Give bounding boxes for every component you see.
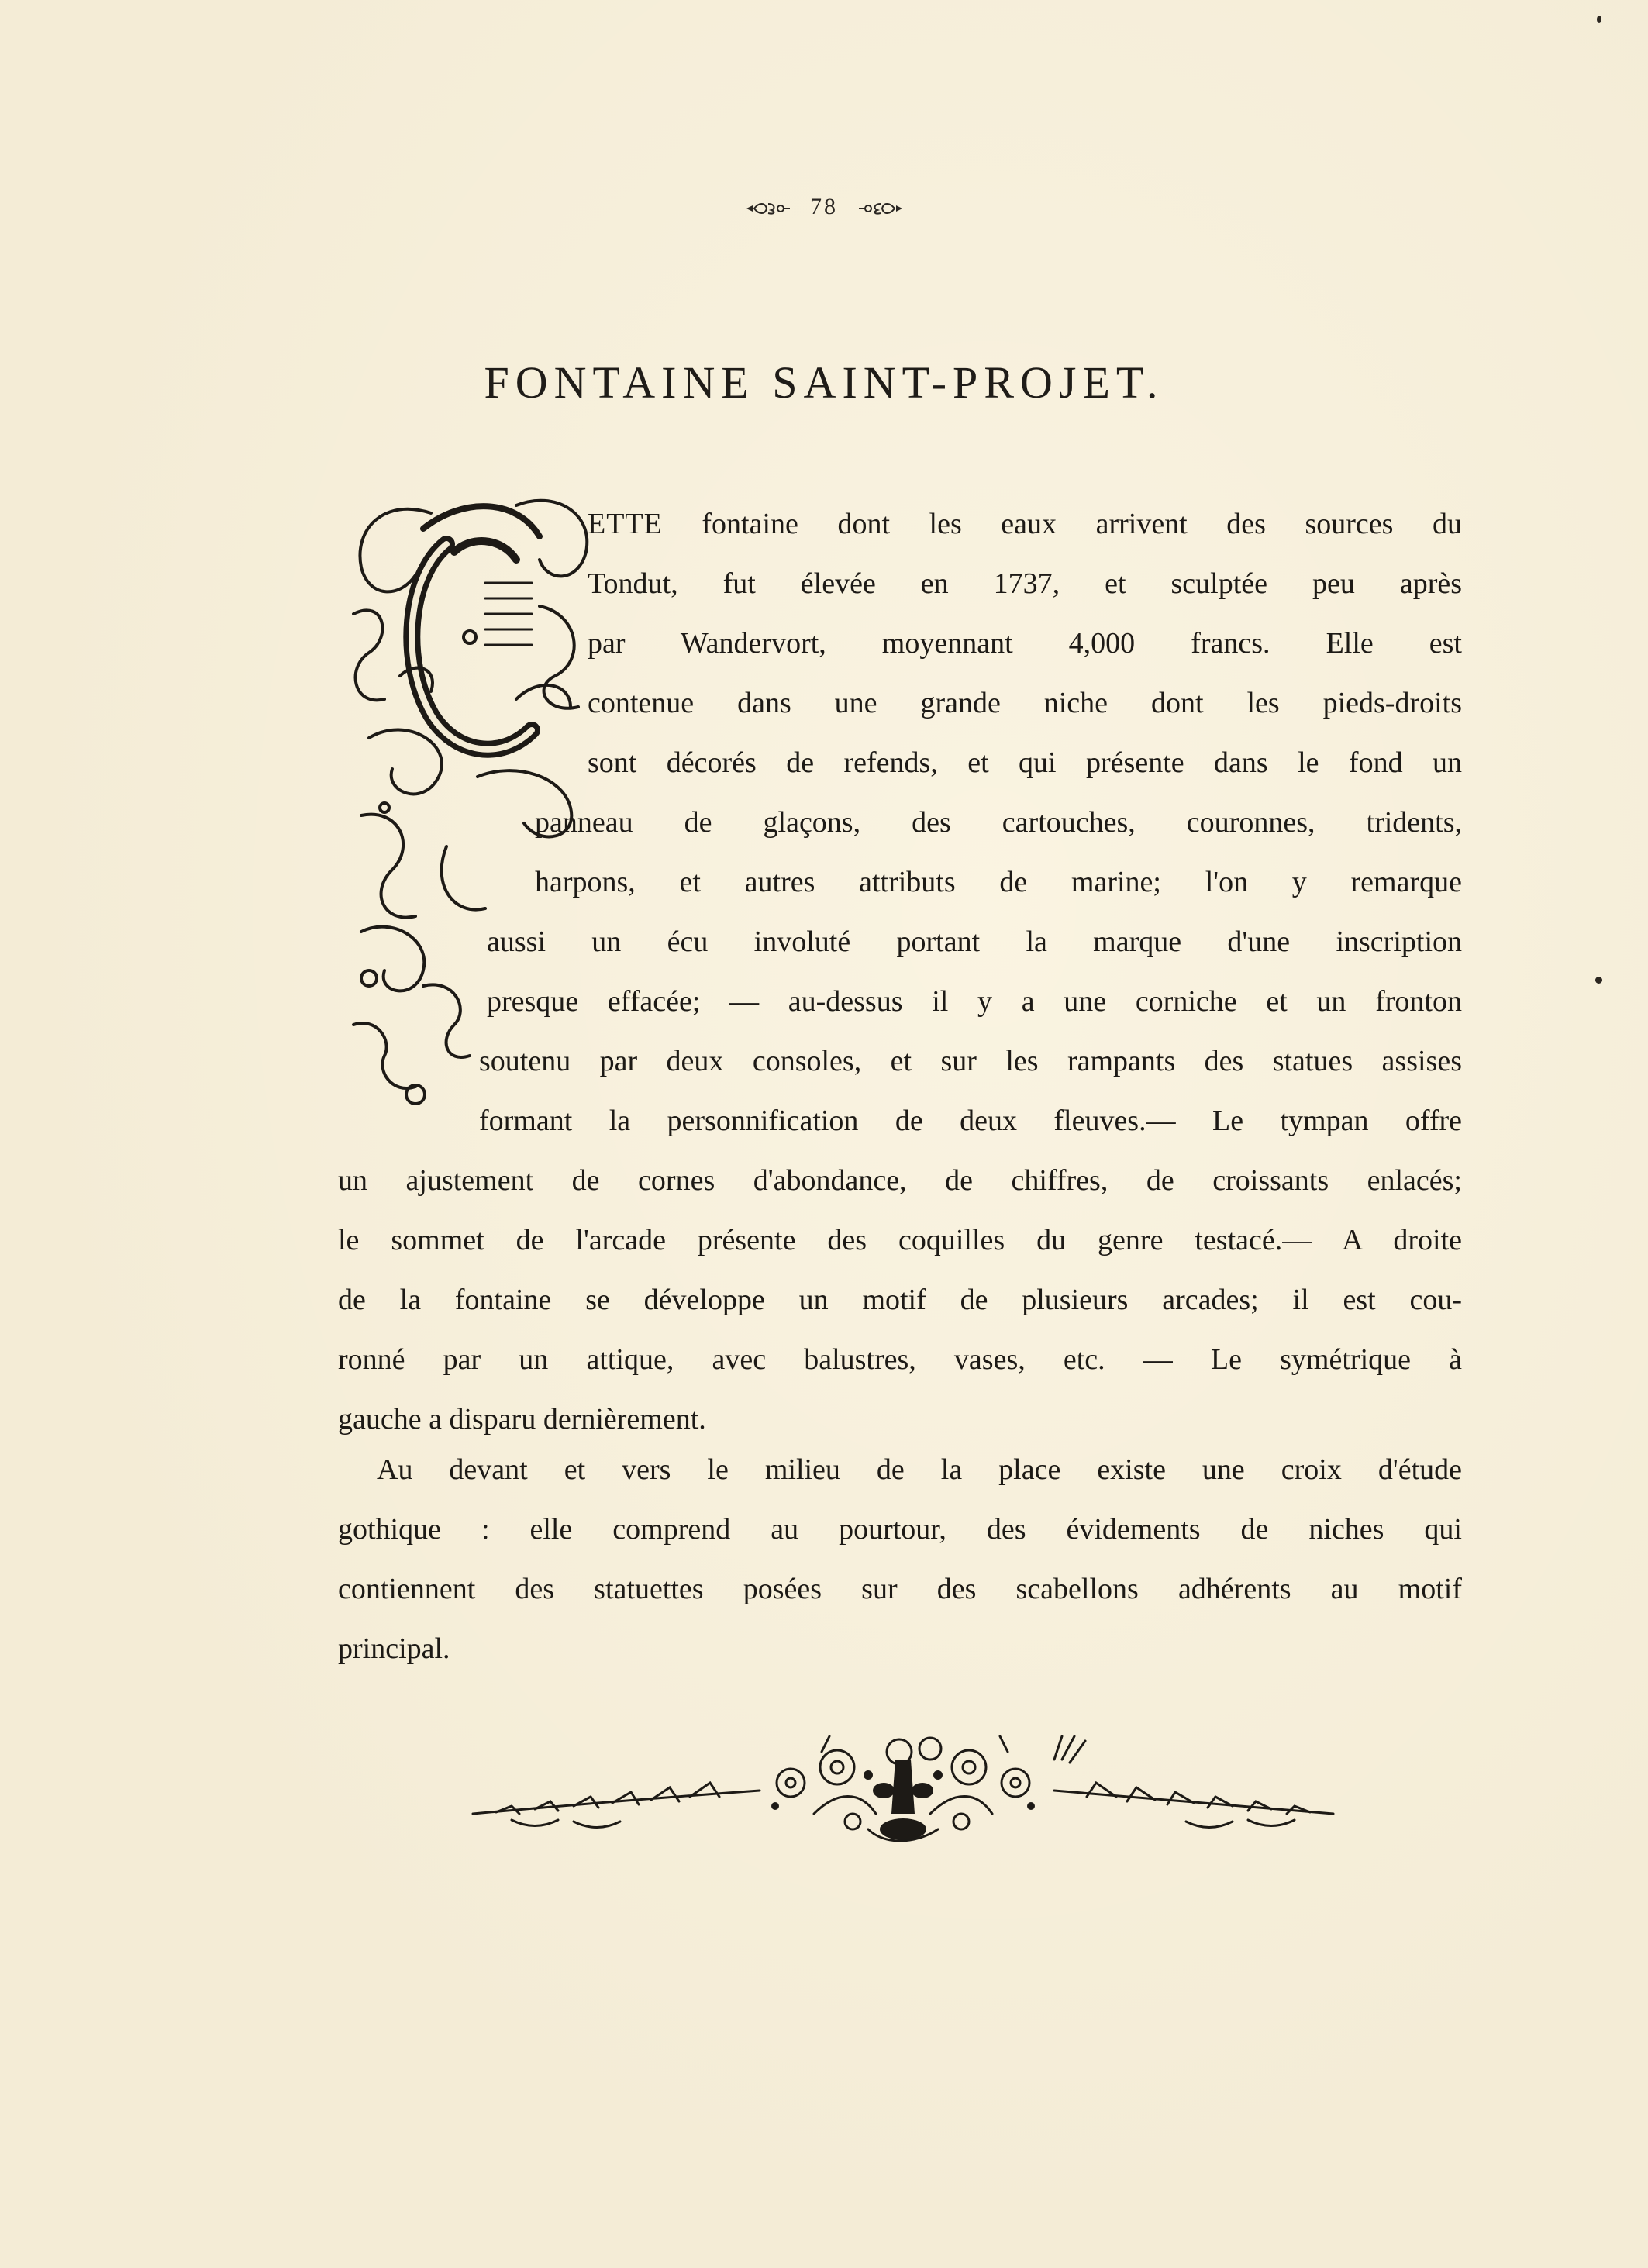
line-text: harpons, et autres attributs de marine; l'on y remarque	[535, 866, 1462, 898]
paragraph-line	[338, 1511, 1462, 1547]
paragraph-line	[487, 984, 1462, 1019]
line-text: ronné par un attique, avec balustres, vases, etc. — Le symétrique à	[338, 1343, 1462, 1376]
paragraph-line	[338, 1401, 1462, 1437]
paragraph-line	[588, 566, 1462, 601]
paragraph-line	[338, 1571, 1462, 1607]
ornate-drop-cap-c-icon	[338, 482, 602, 1118]
line-text: fontaine dont les eaux arrivent des sources du	[662, 508, 1462, 540]
line-text: Au devant et vers le milieu de la place existe une croix d'étude	[377, 1453, 1462, 1486]
line-text: aussi un écu involuté portant la marque d'une inscription	[487, 925, 1462, 958]
line-text: sont décorés de refends, et qui présente dans le fond un	[588, 746, 1462, 779]
line-text: par Wandervort, moyennant 4,000 francs. Elle est	[588, 627, 1462, 660]
ink-speck	[1595, 977, 1602, 984]
paragraph-line	[479, 1103, 1462, 1139]
line-text: de la fontaine se développe un motif de plusieurs arcades; il est cou-	[338, 1284, 1462, 1316]
page-header	[0, 194, 1648, 220]
ink-speck	[1597, 16, 1601, 23]
page-number: 78	[810, 194, 838, 219]
paragraph-line	[338, 1631, 1462, 1667]
line-text: contenue dans une grande niche dont les pieds-droits	[588, 687, 1462, 719]
line-text: panneau de glaçons, des cartouches, couronnes, tridents,	[535, 806, 1462, 839]
paragraph-line	[338, 1222, 1462, 1258]
paragraph-line	[535, 805, 1462, 840]
fleuron-right-icon	[857, 201, 904, 216]
line-text: gauche a disparu dernièrement.	[338, 1403, 706, 1436]
paragraph-line	[338, 1282, 1462, 1318]
paragraph-line	[588, 745, 1462, 781]
paragraph-line	[588, 506, 1462, 542]
line-text: contiennent des statuettes posées sur des scabellons adhérents au motif	[338, 1573, 1462, 1605]
drop-cap-continuation: ETTE	[588, 508, 663, 540]
page-title: FONTAINE SAINT-PROJET.	[484, 357, 1164, 408]
line-text: formant la personnification de deux fleuves.— Le tympan offre	[479, 1105, 1462, 1137]
line-text: soutenu par deux consoles, et sur les rampants des statues assises	[479, 1045, 1462, 1077]
line-text: presque effacée; — au-dessus il y a une corniche et un fronton	[487, 985, 1462, 1018]
paragraph-line	[377, 1452, 1462, 1487]
line-text: le sommet de l'arcade présente des coquilles du genre testacé.— A droite	[338, 1224, 1462, 1256]
line-text: gothique : elle comprend au pourtour, des évidements de niches qui	[338, 1513, 1462, 1546]
line-text: Tondut, fut élevée en 1737, et sculptée peu après	[588, 567, 1462, 600]
paragraph-line	[338, 1163, 1462, 1198]
paragraph-line	[588, 626, 1462, 661]
paragraph-line	[535, 864, 1462, 900]
paragraph-line	[338, 1342, 1462, 1377]
paragraph-line	[479, 1043, 1462, 1079]
line-text: principal.	[338, 1632, 450, 1665]
line-text: un ajustement de cornes d'abondance, de chiffres, de croissants enlacés;	[338, 1164, 1462, 1197]
fleuron-left-icon	[745, 201, 791, 216]
floral-tailpiece-ornament-icon	[465, 1729, 1341, 1853]
paragraph-line	[588, 685, 1462, 721]
paragraph-line	[487, 924, 1462, 960]
